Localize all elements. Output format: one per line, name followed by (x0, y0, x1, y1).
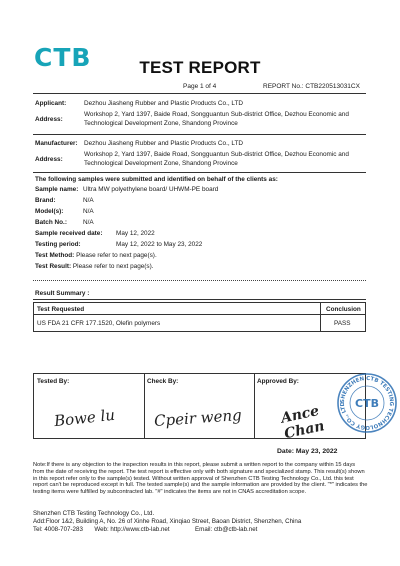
manufacturer-address-line1: Workshop 2, Yard 1397, Baide Road, Songguantun Sub-district Office, Dezhou Economic and (84, 151, 349, 158)
manufacturer-address-row (35, 151, 365, 169)
received-date-value: May 12, 2022 (116, 230, 155, 237)
company-web[interactable]: Web: http://www.ctb-lab.net (94, 525, 170, 533)
page-info: Page 1 of 4 (183, 83, 217, 90)
company-name: Shenzhen CTB Testing Technology Co., Ltd. (33, 510, 155, 517)
model-value: N/A (83, 208, 94, 215)
test-result-label: Test Result: (35, 263, 72, 270)
company-footer (33, 510, 368, 533)
report-date: Date: May 23, 2022 (277, 448, 338, 455)
testing-period-value: May 12, 2022 to May 23, 2022 (116, 241, 203, 248)
testing-period-label: Testing period: (35, 241, 81, 248)
summary-table (33, 302, 366, 332)
test-method-value: Please refer to next page(s). (76, 252, 157, 259)
table-row-test: US FDA 21 CFR 177.1520, Olefin polymers (37, 320, 161, 327)
approved-signature: Ance Chan (279, 402, 326, 443)
applicant-address-line1: Workshop 2, Yard 1397, Baide Road, Songguantun Sub-district Office, Dezhou Economic and (84, 111, 349, 118)
summary-heading: Result Summary : (35, 290, 90, 297)
samples-intro: The following samples were submitted and identified on behalf of the clients as: (35, 176, 278, 183)
applicant-address-line2: Technological Development Zone, Shandong Province (84, 120, 238, 127)
test-result-value: Please refer to next page(s). (72, 263, 154, 270)
check-signature: Cpeir weng (153, 405, 243, 431)
disclaimer-note: Note:If there is any objection to the inspection results in this report, please submit a written report to the company within 15 days from the date of receiving the report. The test report is effective only with both signature and specialized stamp. This result(s) shown in this report refer only to the sample(s) tested. Without written approval of Shenzhen CTB Testing Technology Co., Ltd. this test report can't be reproduced except in full. The tested sample(s) and the sample information are provided by the client. "*" indicates the testing items were fulfilled by subcontracted lab. "#" indicates the items are not in CNAS accreditation scope. (33, 462, 368, 496)
tested-by-label: Tested By: (37, 378, 70, 385)
approved-by-label: Approved By: (257, 378, 299, 385)
table-row-conclusion: PASS (334, 320, 351, 327)
manufacturer-address-line2: Technological Development Zone, Shandong Province (84, 160, 238, 167)
header-divider (33, 93, 366, 94)
applicant-address-row (35, 111, 365, 129)
batch-label: Batch No.: (35, 219, 67, 226)
table-column-line (320, 303, 321, 331)
sig-divider-1 (144, 374, 145, 438)
signature-block (33, 373, 366, 443)
col-test-header: Test Requested (37, 305, 85, 313)
company-contact (33, 526, 368, 534)
brand-label: Brand: (35, 197, 56, 204)
summary-divider (33, 299, 366, 300)
applicant-name: Dezhou Jiasheng Rubber and Plastic Products Co., LTD (84, 100, 244, 107)
dotted-divider (33, 280, 366, 281)
col-conclusion-header: Conclusion (326, 305, 361, 313)
report-title: TEST REPORT (139, 58, 261, 77)
company-address: Add:Floor 1&2, Building A, No. 26 of Xinhe Road, Xinqiao Street, Baoan District, Shenzhen, China (33, 517, 302, 525)
sample-name-label: Sample name: (35, 186, 79, 193)
check-by-label: Check By: (147, 378, 179, 385)
model-label: Model(s): (35, 208, 64, 215)
company-tel: Tel: 4008-707-283 (33, 525, 83, 533)
test-result-row (35, 263, 365, 272)
manufacturer-name: Dezhou Jiasheng Rubber and Plastic Products Co., LTD (84, 140, 244, 147)
company-email[interactable]: Email: ctb@ctb-lab.net (195, 525, 258, 533)
logo-text: CTB (34, 44, 92, 70)
test-method-label: Test Method: (35, 252, 75, 259)
stamp-center-text: CTB (355, 397, 379, 410)
sig-divider-2 (254, 374, 255, 438)
manufacturer-address-label: Address: (35, 156, 63, 163)
manufacturer-divider (33, 172, 366, 173)
batch-value: N/A (83, 219, 94, 226)
applicant-divider (33, 134, 366, 135)
received-date-label: Sample received date: (35, 230, 103, 237)
applicant-address-label: Address: (35, 116, 63, 123)
stamp-ring-text: SHENZHEN CTB TESTING TECHNOLOGY CO., LTD (339, 375, 395, 431)
applicant-label: Applicant: (35, 100, 67, 107)
report-number: REPORT No.: CTB220513031CX (263, 83, 360, 90)
brand-value: N/A (83, 197, 94, 204)
sample-name-value: Ultra MW polyethylene board/ UHWM-PE board (83, 186, 219, 193)
table-header-line (34, 314, 365, 315)
tested-signature: Bowe lu (53, 405, 116, 431)
test-method-row (35, 252, 365, 261)
manufacturer-label: Manufacturer: (35, 140, 78, 147)
